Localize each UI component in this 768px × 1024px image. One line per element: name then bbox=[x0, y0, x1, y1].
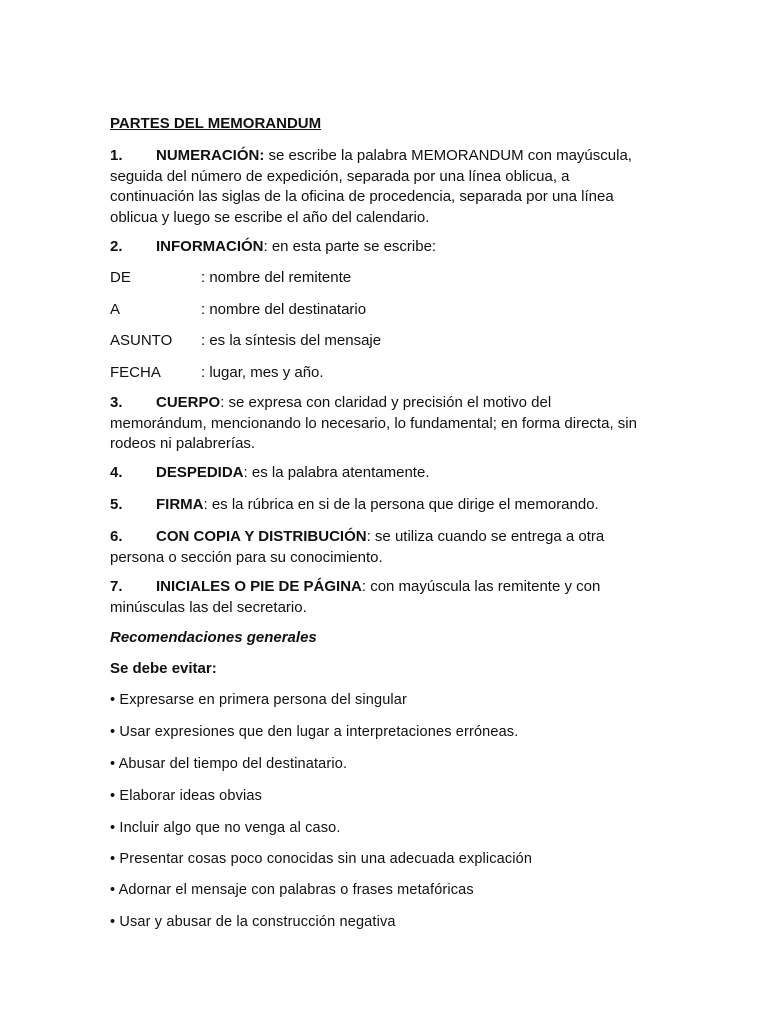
item-7-number: 7. bbox=[110, 578, 123, 595]
document-title: PARTES DEL MEMORANDUM bbox=[110, 115, 322, 132]
item-1-line-2: seguida del número de expedición, separada por una línea oblicua, a bbox=[110, 167, 570, 185]
bullet-item-7: • Adornar el mensaje con palabras o frases metafóricas bbox=[110, 882, 474, 898]
field-de-label: DE bbox=[110, 269, 131, 286]
avoid-heading: Se debe evitar: bbox=[110, 660, 217, 677]
bullet-item-5: • Incluir algo que no venga al caso. bbox=[110, 820, 341, 836]
item-4-line-1 bbox=[110, 463, 670, 484]
item-2-text: : en esta parte se escribe: bbox=[263, 238, 437, 255]
recommendations-heading: Recomendaciones generales bbox=[110, 629, 317, 646]
field-asunto-value: : es la síntesis del mensaje bbox=[201, 332, 382, 349]
item-5-text: : es la rúbrica en si de la persona que dirige el memorando. bbox=[203, 496, 599, 513]
field-a-value: : nombre del destinatario bbox=[201, 301, 367, 318]
field-a-label: A bbox=[110, 301, 121, 318]
item-6-text: : se utiliza cuando se entrega a otra bbox=[366, 528, 605, 545]
item-3-line-2: memorándum, mencionando lo necesario, lo fundamental; en forma directa, sin bbox=[110, 414, 637, 432]
field-de-value: : nombre del remitente bbox=[201, 269, 352, 286]
item-3-line-3: rodeos ni palabrerías. bbox=[110, 435, 256, 452]
item-2-number: 2. bbox=[110, 238, 123, 255]
item-1-line-1 bbox=[110, 146, 670, 167]
item-6-line-2: persona o sección para su conocimiento. bbox=[110, 548, 383, 566]
item-3-term: CUERPO bbox=[156, 394, 221, 411]
bullet-item-2: • Usar expresiones que den lugar a interpretaciones erróneas. bbox=[110, 724, 519, 740]
item-7-text: : con mayúscula las remitente y con bbox=[361, 578, 601, 595]
item-5-number: 5. bbox=[110, 496, 123, 513]
item-4-text: : es la palabra atentamente. bbox=[243, 464, 430, 481]
item-3-text: : se expresa con claridad y precisión el motivo del bbox=[220, 394, 552, 411]
item-1-line-4: oblicua y luego se escribe el año del calendario. bbox=[110, 208, 430, 226]
item-3-number: 3. bbox=[110, 394, 123, 411]
bullet-item-3: • Abusar del tiempo del destinatario. bbox=[110, 756, 348, 772]
bullet-item-6: • Presentar cosas poco conocidas sin una adecuada explicación bbox=[110, 851, 533, 867]
item-6-number: 6. bbox=[110, 528, 123, 545]
item-1-text: se escribe la palabra MEMORANDUM con mayúscula, bbox=[264, 147, 632, 164]
item-5-term: FIRMA bbox=[156, 496, 204, 513]
item-4-term: DESPEDIDA bbox=[156, 464, 244, 481]
bullet-item-1: • Expresarse en primera persona del singular bbox=[110, 692, 407, 708]
item-5-line-1 bbox=[110, 495, 670, 516]
item-6-line-1 bbox=[110, 527, 670, 548]
bullet-item-8: • Usar y abusar de la construcción negativa bbox=[110, 914, 396, 930]
item-7-term: INICIALES O PIE DE PÁGINA bbox=[156, 578, 362, 595]
bullet-item-4: • Elaborar ideas obvias bbox=[110, 788, 262, 804]
field-fecha-value: : lugar, mes y año. bbox=[201, 364, 324, 381]
item-1-term: NUMERACIÓN: bbox=[156, 147, 265, 164]
item-2-term: INFORMACIÓN bbox=[156, 238, 264, 255]
item-4-number: 4. bbox=[110, 464, 123, 481]
item-2-line-1 bbox=[110, 237, 670, 258]
field-fecha-label: FECHA bbox=[110, 364, 161, 381]
item-6-term: CON COPIA Y DISTRIBUCIÓN bbox=[156, 528, 367, 545]
item-7-line-1 bbox=[110, 577, 670, 598]
item-3-line-1 bbox=[110, 393, 670, 414]
field-asunto-label: ASUNTO bbox=[110, 332, 173, 349]
item-1-line-3: continuación las siglas de la oficina de procedencia, separada por una línea bbox=[110, 188, 614, 205]
item-1-number: 1. bbox=[110, 147, 123, 164]
item-7-line-2: minúsculas las del secretario. bbox=[110, 598, 307, 616]
